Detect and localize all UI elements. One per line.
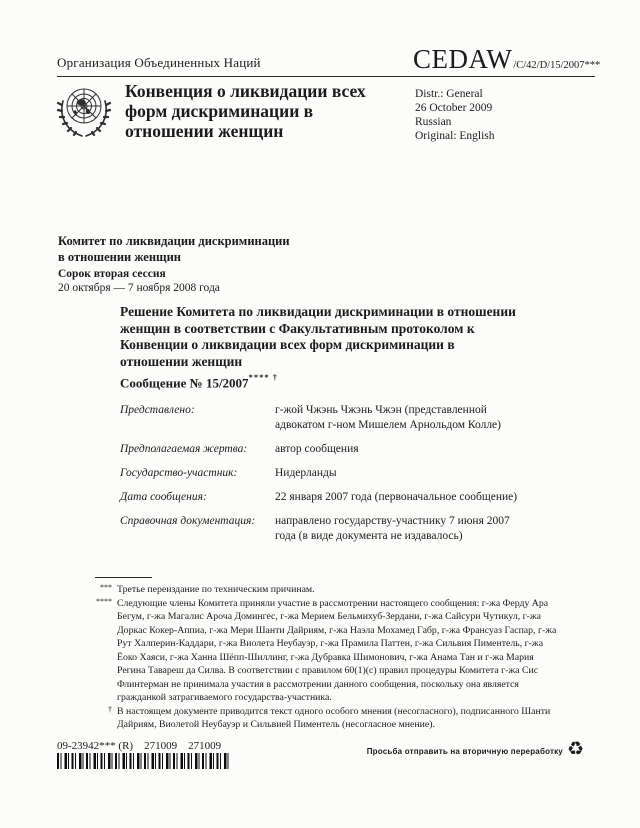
footer-right bbox=[366, 739, 584, 761]
footer-left bbox=[57, 740, 229, 769]
committee-name-line1: Комитет по ликвидации дискриминации bbox=[58, 234, 290, 248]
committee-name-line2: в отношении женщин bbox=[58, 250, 181, 265]
committee-block bbox=[58, 233, 290, 296]
communication-label: Сообщение № 15/2007 bbox=[120, 375, 249, 391]
footnote bbox=[62, 597, 561, 705]
document-symbol bbox=[413, 44, 600, 75]
symbol-suffix: /C/42/D/15/2007*** bbox=[513, 60, 601, 71]
row-label: Государство-участник: bbox=[120, 466, 238, 479]
footnote-separator bbox=[95, 577, 152, 578]
header-rule bbox=[57, 76, 595, 77]
convention-title: Конвенция о ликвидации всех форм дискриминации в отношении женщин bbox=[125, 81, 366, 141]
footnote-text: В настоящем документе приводится текст одного особого мнения (несогласного), подписанного Шанти Дайриям, Виолетой Неубауэр и Сильвией Пиментель (несогласное мнение). bbox=[117, 705, 551, 731]
job-number: 09-23942*** (R) 271009 271009 bbox=[57, 740, 222, 752]
table-row bbox=[120, 403, 528, 433]
footnote-text: Следующие члены Комитета приняли участие в рассмотрении настоящего сообщения: г-жа Ферду Ара Бегум, г-жа Магалис Ароча Домингес, г-жа Мерием Бельмихуб-Зердани, г-жа Сайсури Чутикул, г-жа Доркас Кокер-Аппиа, г-жа Мери Шанти Дайриям, г-жа Наэла Мохамед Габр, г-жа Франсуаз Гаспар, г-жа Рут Халперин-Каддари, г-жа Виолета Неубауэр, г-жа Прамила Паттен, г-жа Сильвия Пиментель, г-жа Ёоко Хаяси, г-жа Ханна Шёпп-Шиллинг, г-жа Дубравка Шимонович, г-жа Анама Тан и г-жа Мария Регина Тавареш да Силва. В соответствии с правилом 60(1)(с) правил процедуры Комитета г-жа Сис Флинтерман не принимала участия в рассмотрении данного сообщения, поскольку она является гражданкой затрагиваемого государства-участника. bbox=[117, 597, 557, 704]
row-label: Представлено: bbox=[120, 404, 195, 416]
row-value: Нидерланды bbox=[275, 466, 337, 479]
communication-number bbox=[120, 374, 278, 391]
footnote bbox=[62, 705, 561, 732]
table-row bbox=[120, 466, 528, 481]
footnote-marker: *** bbox=[100, 583, 112, 592]
session-dates: 20 октября — 7 ноября 2008 года bbox=[58, 282, 220, 295]
doc-info-block bbox=[415, 87, 495, 143]
case-info-table bbox=[120, 403, 528, 553]
session-title: Сорок вторая сессия bbox=[58, 267, 166, 280]
row-label: Дата сообщения: bbox=[120, 490, 207, 503]
footnotes-block bbox=[62, 583, 561, 732]
original-line: Original: English bbox=[415, 130, 495, 143]
decision-title: Решение Комитета по ликвидации дискриминации в отношении женщин в соответствии с Факультативным протоколом к Конвенции о ликвидации всех форм дискриминации в отношении женщин bbox=[120, 304, 516, 370]
recycle-icon: ♻ bbox=[566, 739, 584, 760]
table-row bbox=[120, 442, 528, 457]
symbol-main: CEDAW bbox=[413, 44, 513, 74]
recycle-note: Просьба отправить на вторичную переработку bbox=[366, 747, 563, 756]
row-value: автор сообщения bbox=[275, 442, 359, 455]
row-value: 22 января 2007 года (первоначальное сообщение) bbox=[275, 490, 518, 503]
date-line: 26 October 2009 bbox=[415, 102, 493, 115]
table-row bbox=[120, 514, 528, 544]
un-emblem-icon bbox=[55, 83, 113, 143]
row-label: Предполагаемая жертва: bbox=[120, 442, 248, 455]
org-name: Организация Объединенных Наций bbox=[57, 55, 261, 70]
footnote-text: Третье переиздание по техническим причинам. bbox=[117, 584, 315, 595]
communication-footnote-marks: **** † bbox=[248, 372, 278, 382]
distr-line: Distr.: General bbox=[415, 88, 483, 100]
barcode bbox=[57, 753, 229, 769]
footnote-marker: † bbox=[108, 704, 112, 714]
row-value: направлено государству-участнику 7 июня 2007 года (в виде документа не издавалось) bbox=[275, 514, 510, 542]
row-label: Справочная документация: bbox=[120, 514, 256, 527]
footnote-marker: **** bbox=[96, 596, 112, 606]
footnote bbox=[62, 583, 561, 597]
table-row bbox=[120, 490, 528, 505]
language-line: Russian bbox=[415, 116, 452, 129]
row-value: г-жой Чжэнь Чжэнь Чжэн (представленной адвокатом г-ном Мишелем Арнольдом Колле) bbox=[275, 404, 501, 431]
